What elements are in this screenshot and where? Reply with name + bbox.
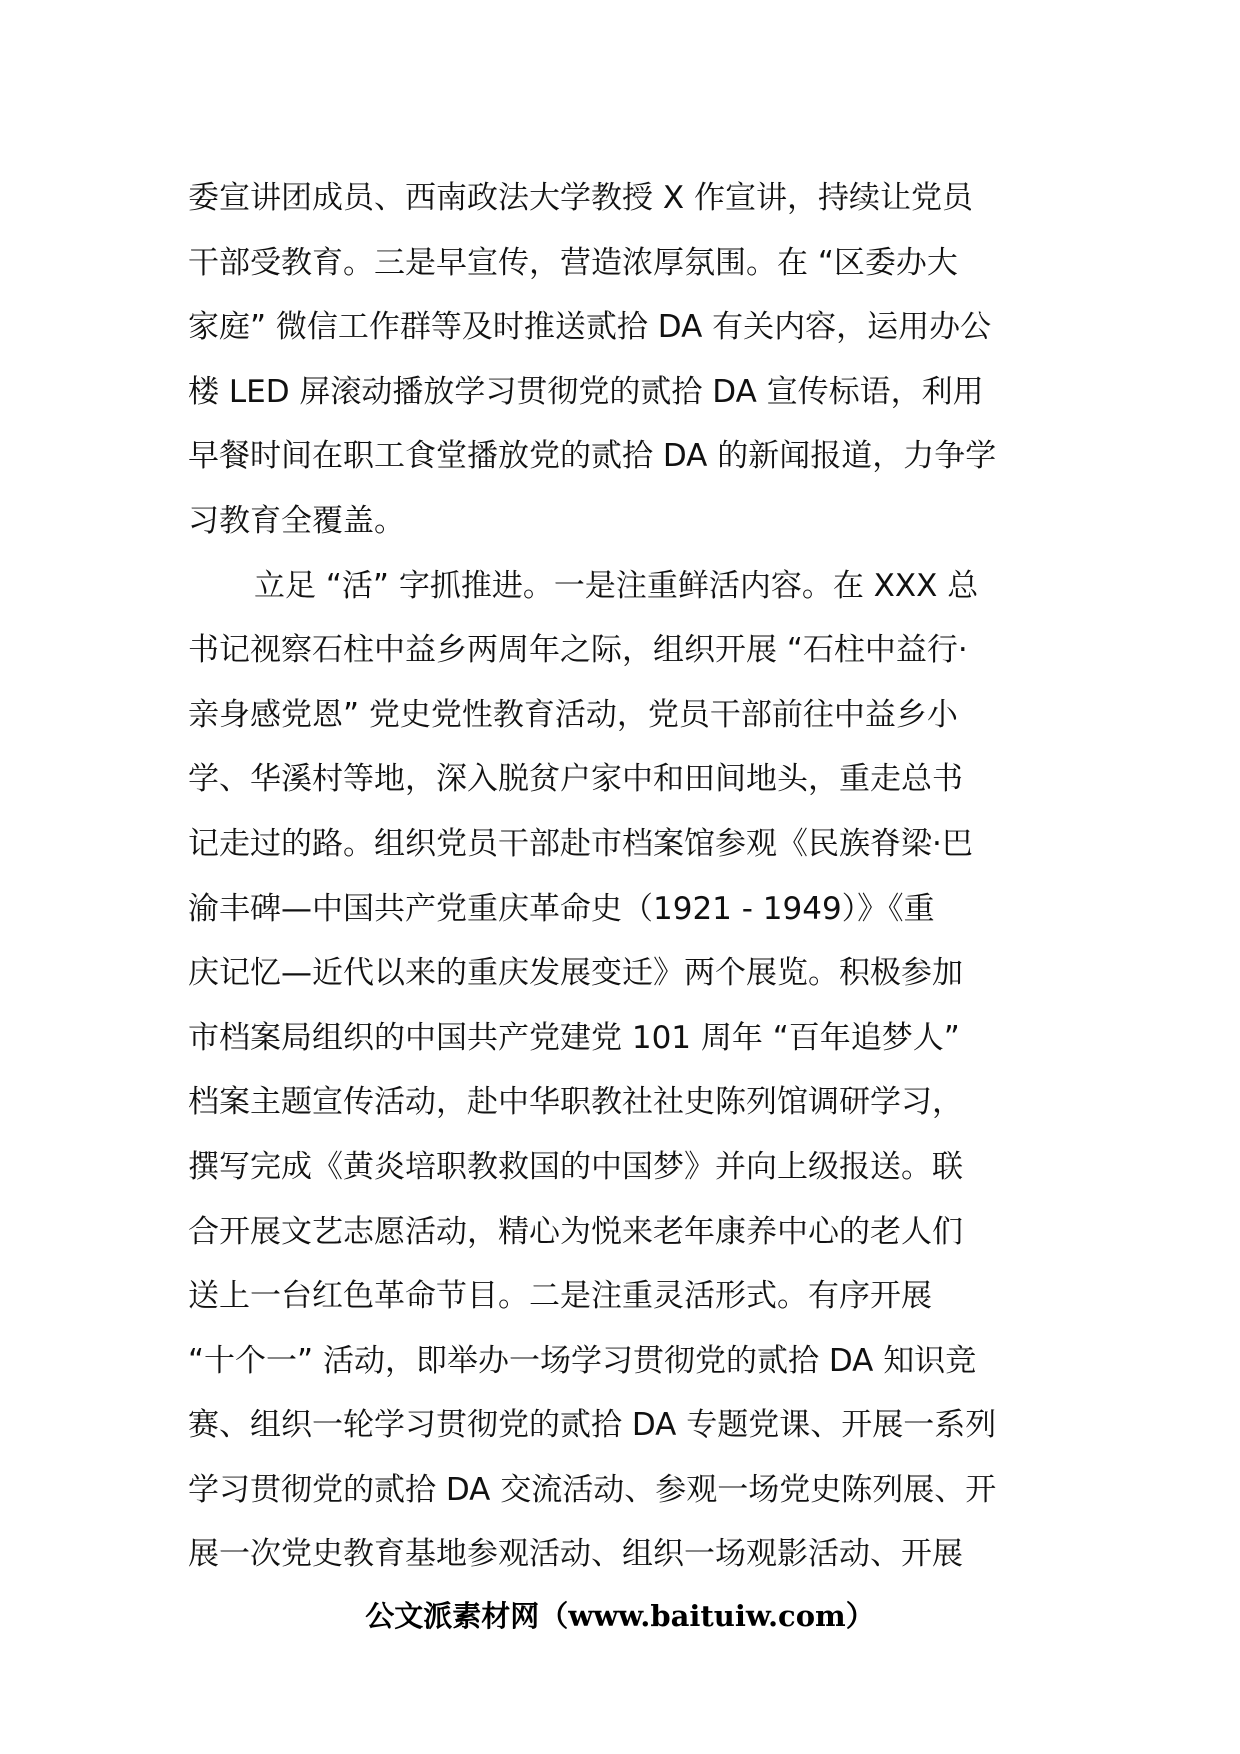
text-line: 早餐时间在职工食堂播放党的贰拾 DA 的新闻报道，力争学	[188, 438, 997, 475]
text-line: 送上一台红色革命节目。二是注重灵活形式。有序开展	[188, 1278, 932, 1315]
text-line: 展一次党史教育基地参观活动、组织一场观影活动、开展	[188, 1536, 963, 1573]
text-line: 学、华溪村等地，深入脱贫户家中和田间地头，重走总书	[188, 761, 963, 798]
text-line: 学习贯彻党的贰拾 DA 交流活动、参观一场党史陈列展、开	[188, 1471, 997, 1508]
text-line: 渝丰碑—中国共产党重庆革命史（1921 - 1949）》《重	[188, 890, 935, 927]
text-line: 习教育全覆盖。	[188, 502, 405, 539]
text-line: 干部受教育。三是早宣传，营造浓厚氛围。在 “区委办大	[188, 244, 958, 281]
text-line: 委宣讲团成员、西南政法大学教授 X 作宣讲，持续让党员	[188, 180, 973, 216]
text-line: 合开展文艺志愿活动，精心为悦来老年康养中心的老人们	[188, 1213, 963, 1250]
footer-watermark: 公文派素材网（www.baituiw.com）	[365, 1599, 875, 1633]
text-line: 家庭” 微信工作群等及时推送贰拾 DA 有关内容，运用办公	[188, 309, 992, 346]
text-line: 撰写完成《黄炎培职教救国的中国梦》并向上级报送。联	[188, 1148, 963, 1185]
paragraph-heading-line: 立足 “活” 字抓推进。一是注重鲜活内容。在 XXX 总	[254, 567, 979, 604]
text-line: “十个一” 活动，即举办一场学习贯彻党的贰拾 DA 知识竞	[188, 1342, 977, 1379]
text-line: 楼 LED 屏滚动播放学习贯彻党的贰拾 DA 宣传标语，利用	[188, 373, 984, 410]
text-line: 市档案局组织的中国共产党建党 101 周年 “百年追梦人”	[188, 1019, 960, 1056]
text-line: 亲身感党恩” 党史党性教育活动，党员干部前往中益乡小	[188, 696, 958, 733]
text-line: 档案主题宣传活动，赴中华职教社社史陈列馆调研学习，	[188, 1084, 963, 1121]
text-line: 赛、组织一轮学习贯彻党的贰拾 DA 专题党课、开展一系列	[188, 1407, 997, 1444]
text-line: 记走过的路。组织党员干部赴市档案馆参观《民族脊梁·巴	[188, 825, 973, 862]
text-line: 书记视察石柱中益乡两周年之际，组织开展 “石柱中益行·	[188, 632, 968, 669]
text-line: 庆记忆—近代以来的重庆发展变迁》两个展览。积极参加	[188, 955, 963, 992]
document-body	[188, 166, 1056, 1587]
